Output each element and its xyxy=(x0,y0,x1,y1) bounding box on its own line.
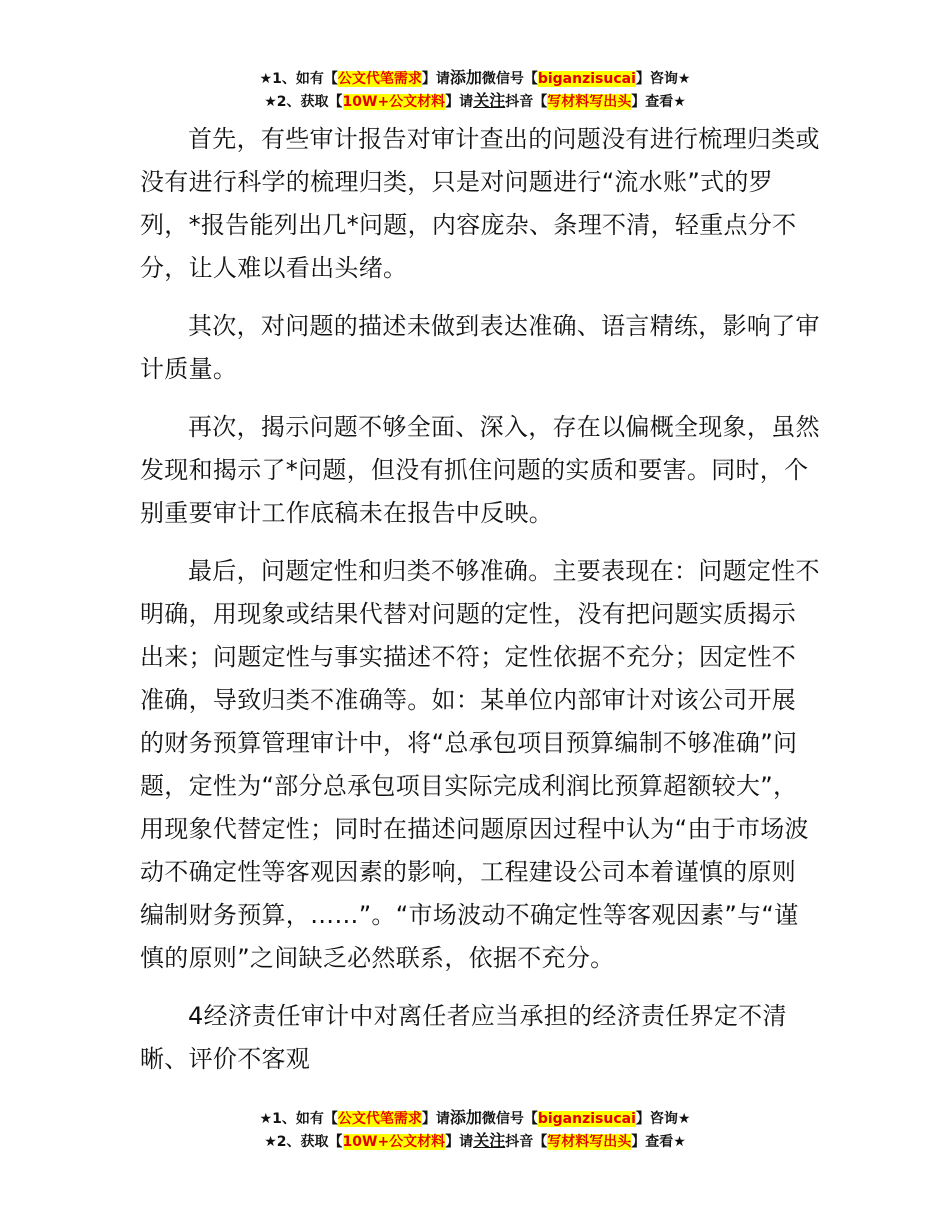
promo-highlight: 10W+公文材料 xyxy=(342,1134,446,1150)
section-heading: 4经济责任审计中对离任者应当承担的经济责任界定不清晰、评价不客观 xyxy=(140,1002,787,1073)
promo-text: 】咨询★ xyxy=(635,1111,691,1127)
promo-text: ★2、获取【 xyxy=(264,1134,343,1150)
promo-text: 】请 xyxy=(421,71,450,87)
promo-highlight: 公文代笔需求 xyxy=(337,1111,422,1127)
paragraph-first: 首先，有些审计报告对审计查出的问题没有进行梳理归类或没有进行科学的梳理归类，只是对问题进行“流水账”式的罗列，*报告能列出几*问题，内容庞杂、条理不清，轻重点分不分，让人难以看出头绪。 xyxy=(140,125,820,282)
promo-douyin-id: 写材料写出头 xyxy=(547,94,632,110)
promo-text: 抖音【 xyxy=(505,94,548,110)
promo-wechat-id: biganzisucai xyxy=(537,71,636,87)
promo-text: 】查看★ xyxy=(631,94,686,110)
promo-highlight: 10W+公文材料 xyxy=(342,94,446,110)
paragraph-third: 再次，揭示问题不够全面、深入，存在以偏概全现象，虽然发现和揭示了*问题，但没有抓住问题的实质和要害。同时，个别重要审计工作底稿未在报告中反映。 xyxy=(140,413,820,527)
promo-text: ★1、如有【 xyxy=(259,1111,338,1127)
promo-text: 抖音【 xyxy=(505,1134,548,1150)
promo-emphasis: 添加 xyxy=(449,1108,482,1127)
footer-promo-banner xyxy=(0,1107,950,1153)
promo-line-1 xyxy=(0,1107,950,1130)
promo-text: ★1、如有【 xyxy=(259,71,338,87)
promo-text: 】咨询★ xyxy=(635,71,691,87)
promo-text: 】查看★ xyxy=(631,1134,686,1150)
promo-text: 微信号【 xyxy=(481,71,538,87)
promo-text: 微信号【 xyxy=(481,1111,538,1127)
promo-emphasis: 关注 xyxy=(473,1131,506,1150)
promo-line-1 xyxy=(0,67,950,90)
promo-douyin-id: 写材料写出头 xyxy=(547,1134,632,1150)
promo-text: 】请 xyxy=(421,1111,450,1127)
promo-wechat-id: biganzisucai xyxy=(537,1111,636,1127)
document-body xyxy=(140,118,820,1096)
paragraph-second: 其次，对问题的描述未做到表达准确、语言精练，影响了审计质量。 xyxy=(140,312,820,383)
paragraph-fourth: 最后，问题定性和归类不够准确。主要表现在：问题定性不明确，用现象或结果代替对问题的定性，没有把问题实质揭示出来；问题定性与事实描述不符；定性依据不充分；因定性不准确，导致归类不准确等。如：某单位内部审计对该公司开展的财务预算管理审计中，将“总承包项目预算编制不够准确”问题，定性为“部分总承包项目实际完成利润比预算超额较大”，用现象代替定性；同时在描述问题原因过程中认为“由于市场波动不确定性等客观因素的影响，工程建设公司本着谨慎的原则编制财务预算，……”。“市场波动不确定性等客观因素”与“谨慎的原则”之间缺乏必然联系，依据不充分。 xyxy=(140,557,820,972)
promo-line-2 xyxy=(0,90,950,113)
header-promo-banner xyxy=(0,67,950,113)
promo-text: 】请 xyxy=(445,1134,474,1150)
promo-text: 】请 xyxy=(445,94,474,110)
promo-highlight: 公文代笔需求 xyxy=(337,71,422,87)
promo-emphasis: 关注 xyxy=(473,91,506,110)
promo-line-2 xyxy=(0,1130,950,1153)
promo-emphasis: 添加 xyxy=(449,68,482,87)
promo-text: ★2、获取【 xyxy=(264,94,343,110)
